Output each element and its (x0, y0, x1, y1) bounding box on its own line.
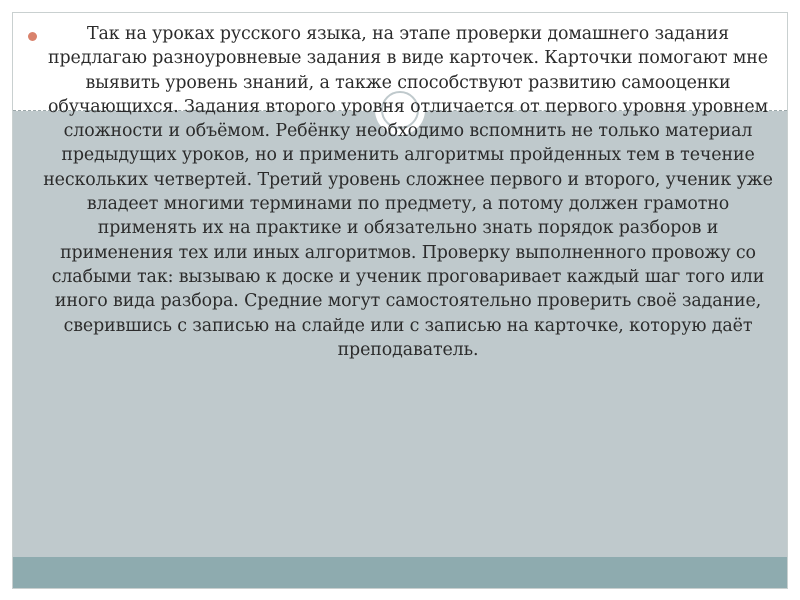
slide-paragraph: Так на уроках русского языка, на этапе проверки домашнего задания предлагаю разноуровневые задания в виде карточек. Карточки помогают мне выявить уровень знаний, а также способствуют развитию самооценки обучающихся. Задания второго уровня отличается от первого уровня уровнем сложности и объёмом. Ребёнку необходимо вспомнить не только материал предыдущих уроков, но и применить алгоритмы пройденных тем в течение нескольких четвертей. Третий уровень сложнее первого и второго, ученик уже владеет многими терминами по предмету, а потому должен грамотно применять их на практике и обязательно знать порядок разборов и применения тех или иных алгоритмов. Проверку выполненного провожу со слабыми так: вызываю к доске и ученик проговаривает каждый шаг того или иного вида разбора. Средние могут самостоятельно проверить своё задание, сверившись с записью на слайде или с записью на карточке, которую даёт преподаватель. (43, 24, 773, 360)
bullet-dot-icon (28, 32, 37, 41)
slide-content (40, 22, 776, 362)
